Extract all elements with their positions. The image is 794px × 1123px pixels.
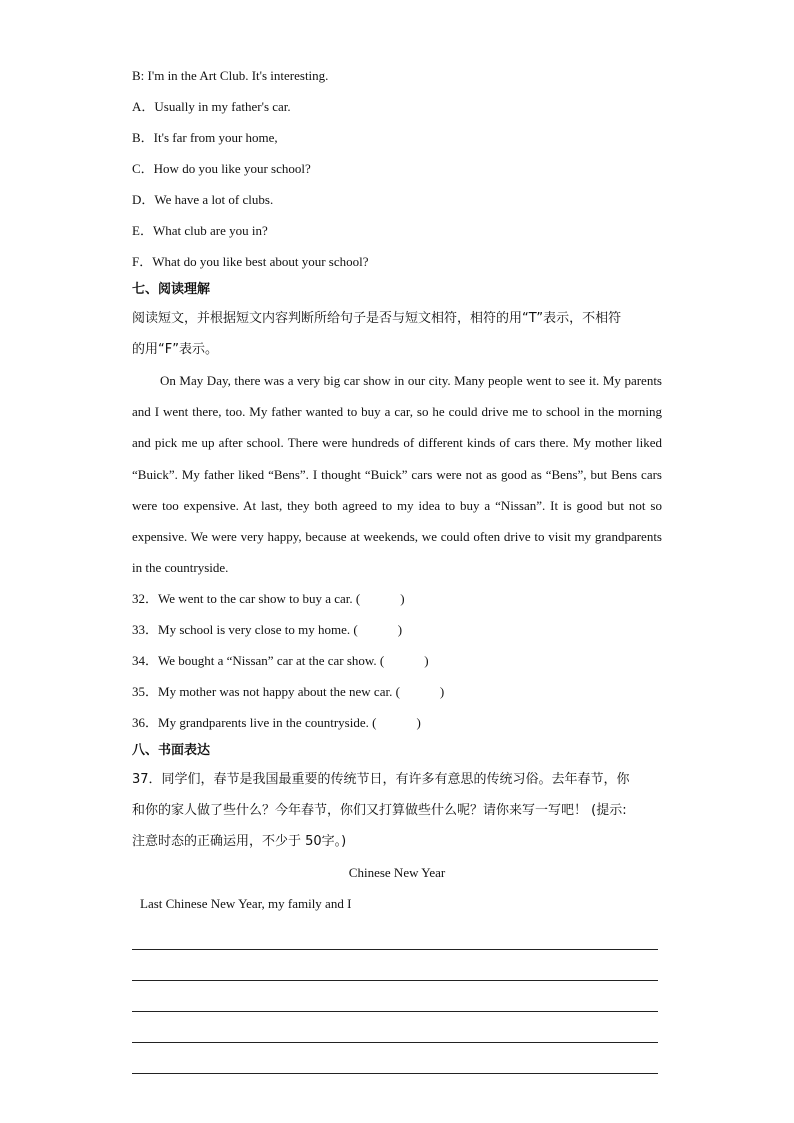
question-33: 33．My school is very close to my home. ( ) <box>132 622 403 638</box>
writing-line[interactable] <box>132 919 658 950</box>
option-a: A．Usually in my father's car. <box>132 99 291 114</box>
question-34: 34．We bought a “Nissan” car at the car show. ( ) <box>132 653 429 669</box>
essay-title: Chinese New Year <box>348 865 446 881</box>
option-d: D．We have a lot of clubs. <box>132 192 274 207</box>
judgement-questions <box>132 583 662 738</box>
writing-line[interactable] <box>132 1012 658 1043</box>
writing-prompt-line-1: 37．同学们，春节是我国最重要的传统节日，有许多有意思的传统习俗。去年春节，你 <box>132 772 630 788</box>
option-c: C．How do you like your school? <box>132 161 311 176</box>
essay-start: Last Chinese New Year, my family and I <box>140 896 352 912</box>
options-list <box>132 91 662 277</box>
section-7-instruction-2: 的用“F”表示。 <box>132 342 218 357</box>
option-f: F．What do you like best about your school? <box>132 254 369 269</box>
question-32: 32．We went to the car show to buy a car. ( ) <box>132 591 405 607</box>
section-7-instruction-1: 阅读短文，并根据短文内容判断所给句子是否与短文相符，相符的用“T”表示，不相符 <box>132 311 622 326</box>
option-e: E．What club are you in? <box>132 223 268 238</box>
exam-page <box>132 60 662 1074</box>
writing-prompt-line-3: 注意时态的正确运用，不少于 50字。) <box>132 834 347 850</box>
dialogue-line: B: I'm in the Art Club. It's interesting. <box>132 68 329 83</box>
writing-line[interactable] <box>132 950 658 981</box>
question-36: 36．My grandparents live in the countryside. ( ) <box>132 715 421 731</box>
question-35: 35．My mother was not happy about the new car. ( ) <box>132 684 445 700</box>
writing-line[interactable] <box>132 981 658 1012</box>
writing-lines <box>132 919 662 1074</box>
writing-line[interactable] <box>132 1043 658 1074</box>
section-8-heading: 八、书面表达 <box>132 743 211 759</box>
writing-prompt-line-2: 和你的家人做了些什么？今年春节，你们又打算做些什么呢？请你来写一写吧！ (提示: <box>132 803 627 819</box>
section-7-heading: 七、阅读理解 <box>132 282 211 297</box>
reading-passage: On May Day, there was a very big car show in our city. Many people went to see it. My parents and I went there, too. My father wanted to buy a car, so he could drive me to school in the morning and pick me up after school. There were hundreds of different kinds of cars there. My mother liked “Buick”. My father liked “Bens”. I thought “Buick” cars were not as good as “Bens”, but Bens cars were too expensive. At last, they both agreed to my idea to buy a “Nissan”. It is good but not so expensive. We were very happy, because at weekends, we could often drive to visit my grandparents in the countryside. <box>132 373 662 576</box>
option-b: B．It's far from your home, <box>132 130 278 145</box>
